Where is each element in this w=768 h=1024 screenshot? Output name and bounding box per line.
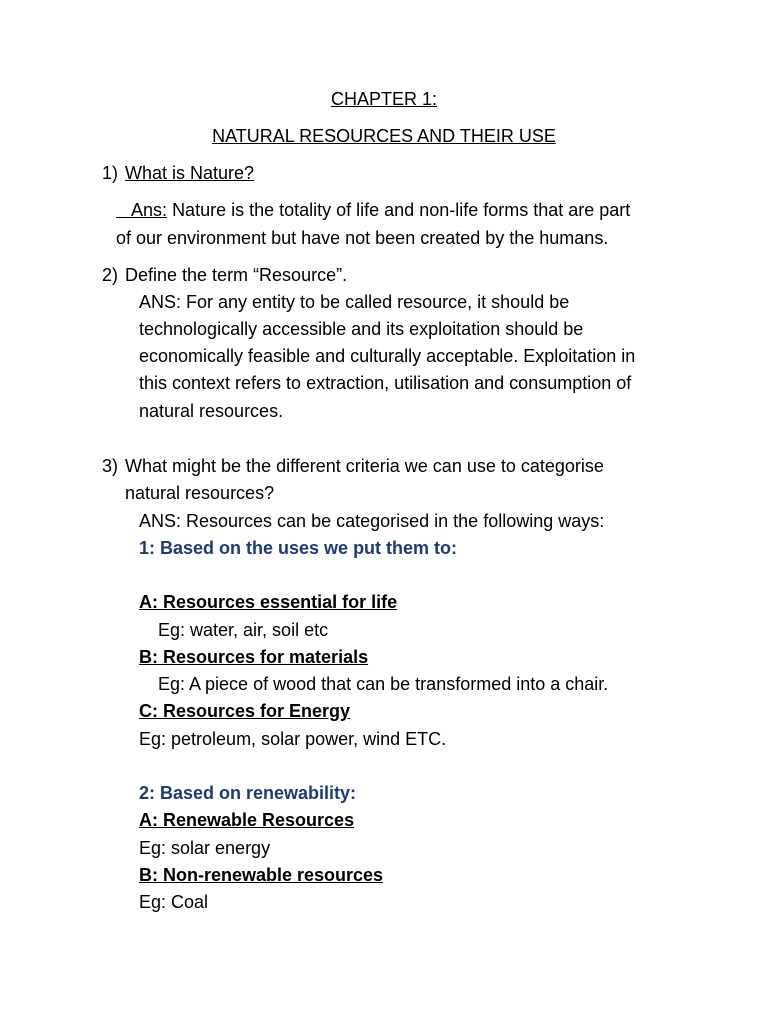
section-1-c-example: Eg: petroleum, solar power, wind ETC. [139,729,447,749]
q1-answer-label: Ans: [131,200,168,220]
q1-answer-line-1 [116,199,630,221]
section-1-a-example: Eg: water, air, soil etc [158,620,329,640]
section-1-b-example: Eg: A piece of wood that can be transformed into a chair. [158,674,609,694]
q1-answer-text-1: Nature is the totality of life and non-life forms that are part [172,200,631,220]
section-1-b-title: B: Resources for materials [139,647,369,667]
q2-answer-line-4: this context refers to extraction, utilisation and consumption of [139,373,632,393]
section-2-b-title: B: Non-renewable resources [139,865,384,885]
q2-question: Define the term “Resource”. [125,265,348,285]
q1-question: What is Nature? [125,163,255,183]
q3-question-line-2: natural resources? [125,483,275,503]
q2-answer-line-2: technologically accessible and its exploitation should be [139,319,584,339]
section-2-title: 2: Based on renewability: [139,783,357,803]
section-2-b-example: Eg: Coal [139,892,209,912]
q2-number: 2) [102,265,119,285]
q1-answer-line-2: of our environment but have not been created by the humans. [116,228,609,248]
section-1-c-title: C: Resources for Energy [139,701,351,721]
q3-question-line-1: What might be the different criteria we can use to categorise [125,456,604,476]
chapter-title: NATURAL RESOURCES AND THEIR USE [212,126,556,146]
section-1-title: 1: Based on the uses we put them to: [139,538,458,558]
q1-number: 1) [102,163,119,183]
q2-answer-line-1: ANS: For any entity to be called resource, it should be [139,292,570,312]
q2-answer-line-5: natural resources. [139,401,284,421]
q3-number: 3) [102,456,119,476]
section-1-a-title: A: Resources essential for life [139,592,398,612]
q2-answer-line-3: economically feasible and culturally acceptable. Exploitation in [139,346,636,366]
section-2-a-example: Eg: solar energy [139,838,271,858]
q3-answer-intro: ANS: Resources can be categorised in the following ways: [139,511,605,531]
section-2-a-title: A: Renewable Resources [139,810,355,830]
chapter-heading: CHAPTER 1: [330,89,438,109]
